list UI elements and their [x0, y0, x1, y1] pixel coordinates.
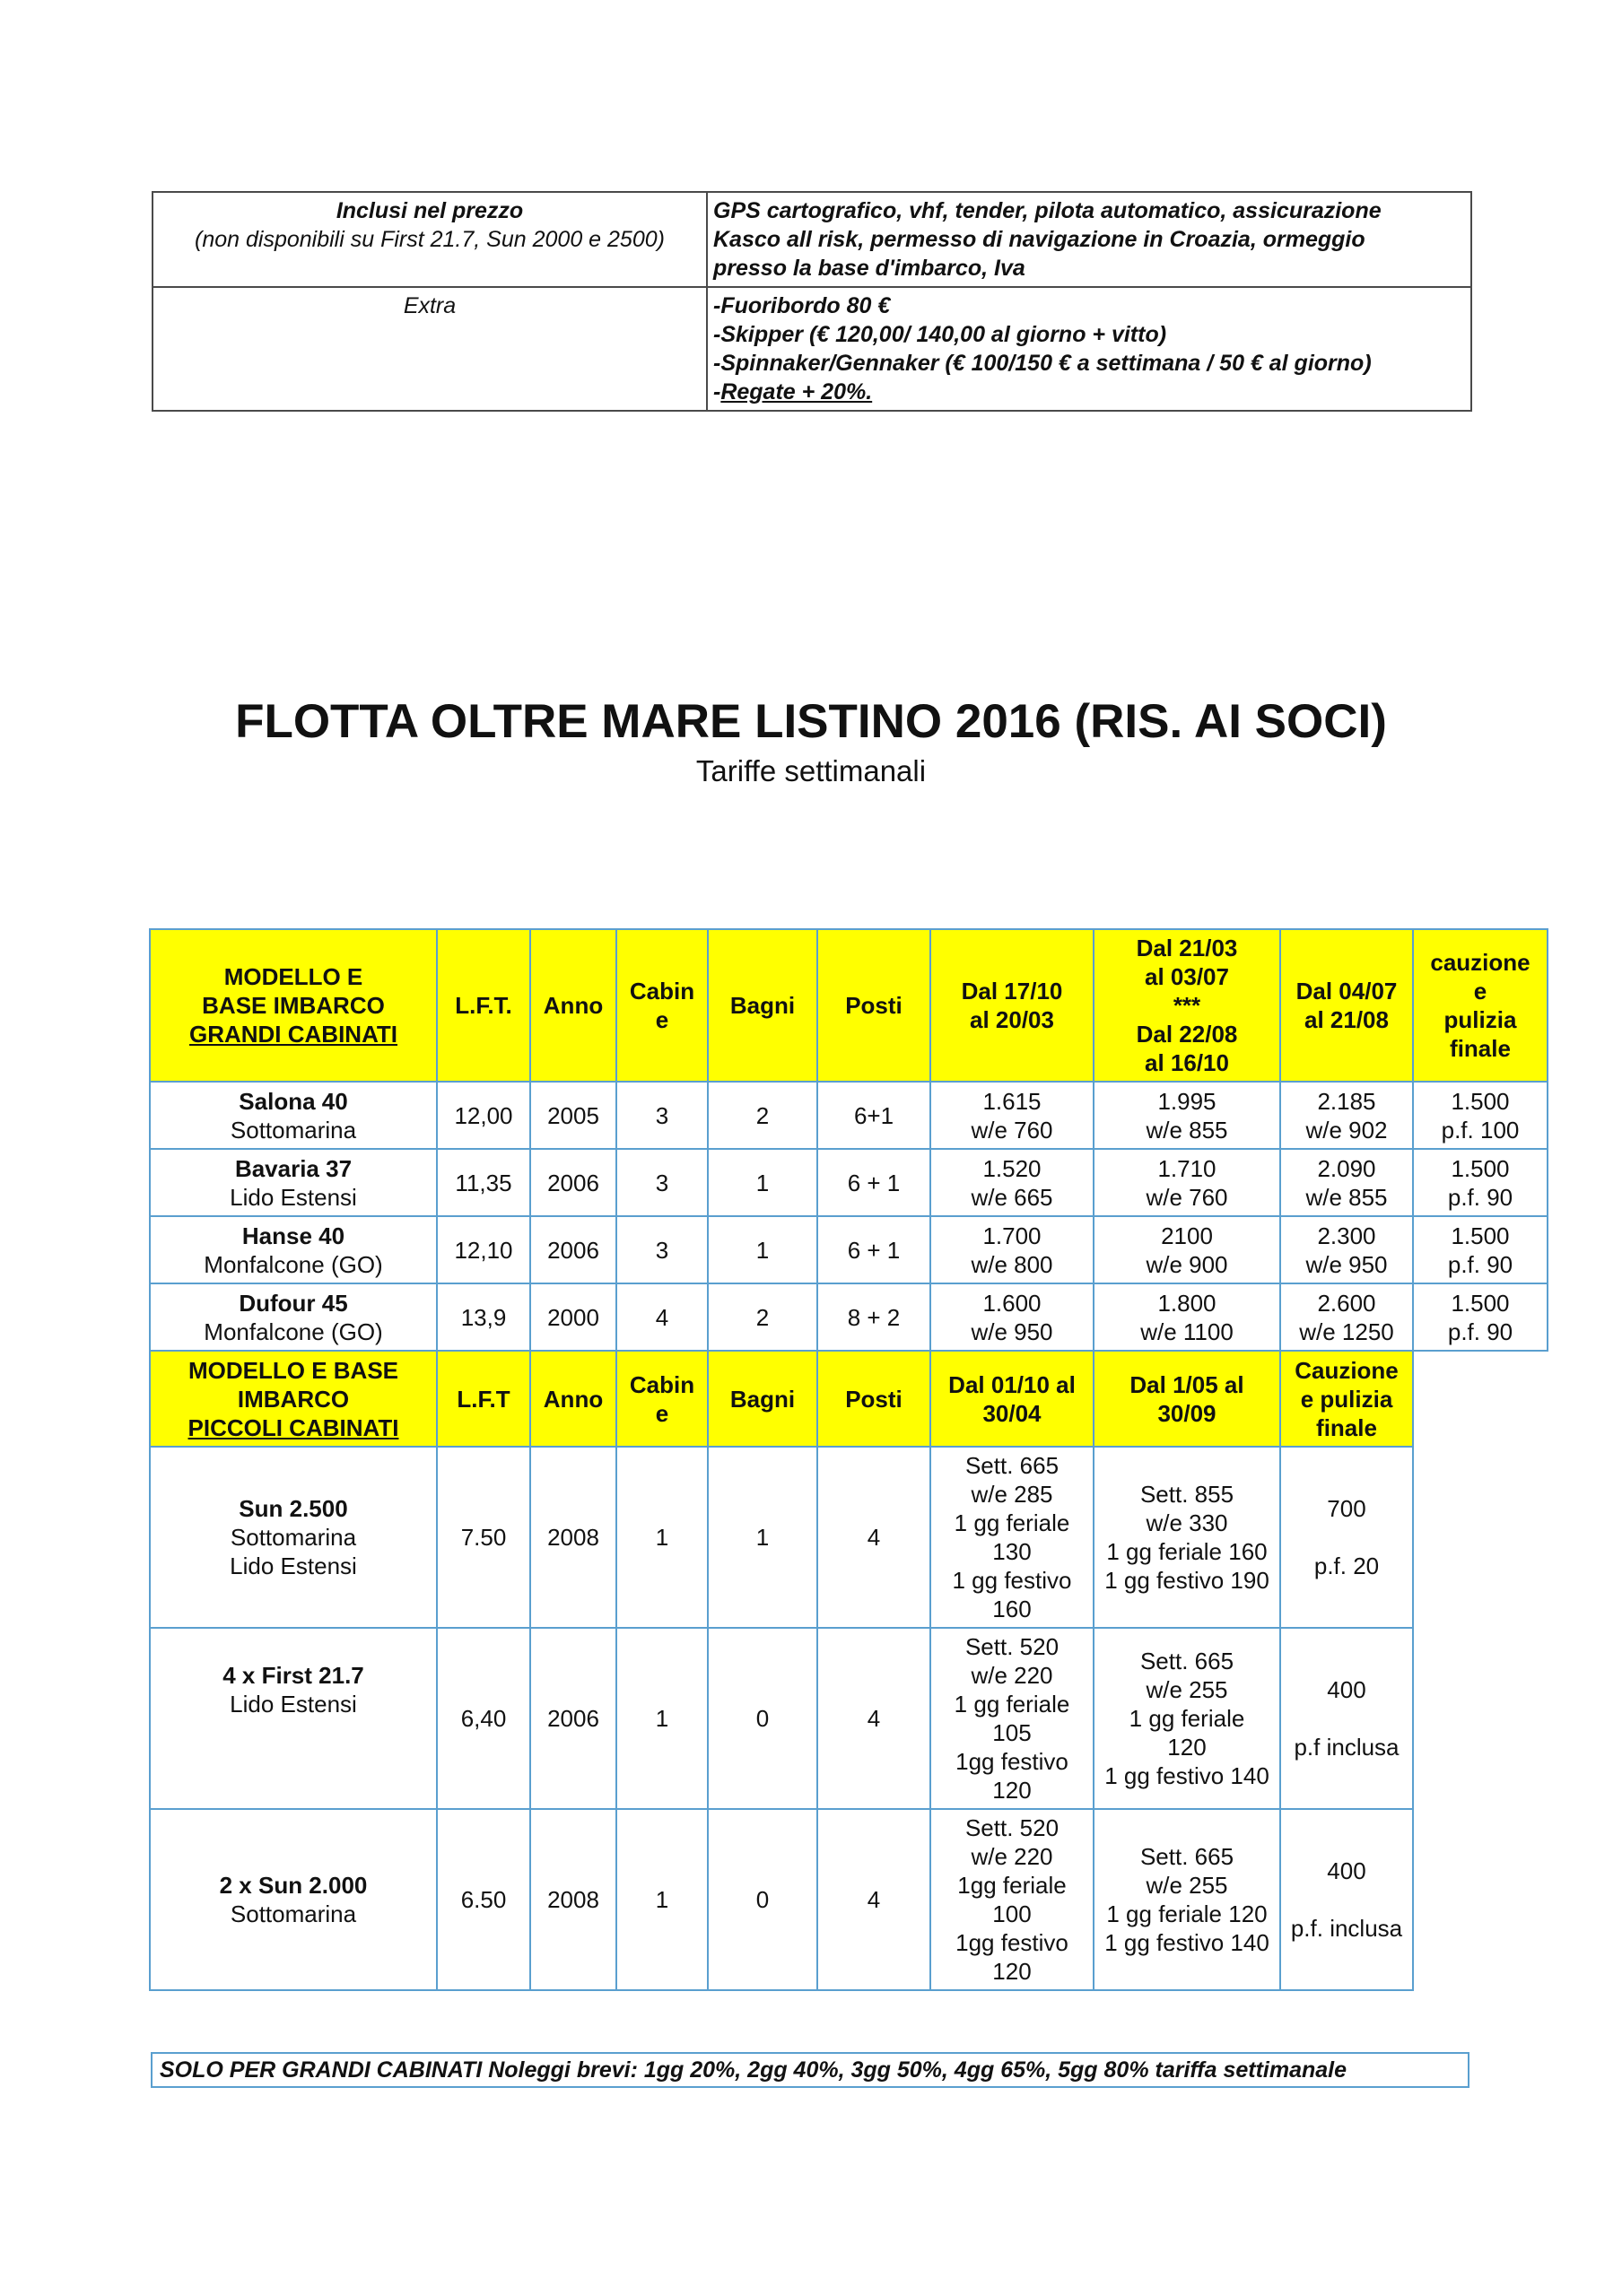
anno-cell: 2008 — [530, 1447, 616, 1628]
price-cell: 2100 w/e 900 — [1094, 1216, 1280, 1283]
extra-line: -Skipper (€ 120,00/ 140,00 al giorno + vitto) — [713, 322, 1167, 347]
bagni-cell: 2 — [708, 1283, 817, 1351]
header-period-1: Dal 17/10 al 20/03 — [930, 929, 1094, 1082]
anno-cell: 2008 — [530, 1809, 616, 1990]
included-line: GPS cartografico, vhf, tender, pilota automatico, assicurazione — [713, 198, 1382, 223]
extra-row — [153, 287, 1471, 411]
deposit-cell: 400 p.f inclusa — [1280, 1628, 1413, 1809]
deposit-cell: 1.500 p.f. 90 — [1413, 1283, 1548, 1351]
anno-cell: 2005 — [530, 1082, 616, 1149]
extra-line: -Spinnaker/Gennaker (€ 100/150 € a settimana / 50 € al giorno) — [713, 351, 1372, 376]
price-cell: Sett. 855 w/e 330 1 gg feriale 160 1 gg festivo 190 — [1094, 1447, 1280, 1628]
extra-line: -Fuoribordo 80 € — [713, 293, 891, 318]
extra-line-regatta: -Regate + 20%. — [713, 379, 873, 404]
fleet-price-table — [149, 928, 1548, 1991]
bagni-cell: 2 — [708, 1082, 817, 1149]
posti-cell: 6 + 1 — [817, 1149, 930, 1216]
header-anno-small: Anno — [530, 1351, 616, 1447]
header-posti: Posti — [817, 929, 930, 1082]
header-anno: Anno — [530, 929, 616, 1082]
cabine-cell: 3 — [616, 1149, 708, 1216]
price-cell: 2.090 w/e 855 — [1280, 1149, 1413, 1216]
price-cell: 1.995 w/e 855 — [1094, 1082, 1280, 1149]
cabine-cell: 1 — [616, 1447, 708, 1628]
boat-cell: Salona 40 Sottomarina — [150, 1082, 437, 1149]
deposit-cell: 700 p.f. 20 — [1280, 1447, 1413, 1628]
lft-cell: 7.50 — [437, 1447, 530, 1628]
header-model: MODELLO E BASE IMBARCO GRANDI CABINATI — [150, 929, 437, 1082]
price-cell: Sett. 520 w/e 220 1 gg feriale 105 1gg festivo 120 — [930, 1628, 1094, 1809]
extra-items-cell — [707, 287, 1471, 411]
bagni-cell: 1 — [708, 1447, 817, 1628]
table-row — [150, 1447, 1548, 1628]
table-row — [150, 1628, 1548, 1809]
cabine-cell: 3 — [616, 1082, 708, 1149]
bagni-cell: 0 — [708, 1628, 817, 1809]
lft-cell: 11,35 — [437, 1149, 530, 1216]
price-cell: 1.800 w/e 1100 — [1094, 1283, 1280, 1351]
price-cell: 1.710 w/e 760 — [1094, 1149, 1280, 1216]
price-cell: Sett. 665 w/e 285 1 gg feriale 130 1 gg festivo 160 — [930, 1447, 1094, 1628]
boat-cell: Bavaria 37 Lido Estensi — [150, 1149, 437, 1216]
short-rental-note: SOLO PER GRANDI CABINATI Noleggi brevi: 1gg 20%, 2gg 40%, 3gg 50%, 4gg 65%, 5gg 80% tariffa settimanale — [151, 2052, 1469, 2088]
deposit-cell: 1.500 p.f. 100 — [1413, 1082, 1548, 1149]
cabine-cell: 1 — [616, 1809, 708, 1990]
header-model-small: MODELLO E BASE IMBARCO PICCOLI CABINATI — [150, 1351, 437, 1447]
posti-cell: 4 — [817, 1628, 930, 1809]
cabine-cell: 1 — [616, 1628, 708, 1809]
table-row — [150, 1082, 1548, 1149]
price-cell: 1.520 w/e 665 — [930, 1149, 1094, 1216]
boat-cell: Sun 2.500 Sottomarina Lido Estensi — [150, 1447, 437, 1628]
boat-cell: Hanse 40 Monfalcone (GO) — [150, 1216, 437, 1283]
price-cell: 2.300 w/e 950 — [1280, 1216, 1413, 1283]
deposit-cell: 1.500 p.f. 90 — [1413, 1149, 1548, 1216]
page-title: FLOTTA OLTRE MARE LISTINO 2016 (RIS. AI SOCI) — [235, 695, 1387, 748]
table-row — [150, 1149, 1548, 1216]
boat-cell: Dufour 45 Monfalcone (GO) — [150, 1283, 437, 1351]
big-cabin-header-row — [150, 929, 1548, 1082]
header-lft-small: L.F.T — [437, 1351, 530, 1447]
header-bagni-small: Bagni — [708, 1351, 817, 1447]
lft-cell: 6.50 — [437, 1809, 530, 1990]
lft-cell: 12,00 — [437, 1082, 530, 1149]
header-period-3: Dal 04/07 al 21/08 — [1280, 929, 1413, 1082]
price-cell: 1.700 w/e 800 — [930, 1216, 1094, 1283]
regatta-surcharge: Regate + 20%. — [720, 379, 873, 404]
anno-cell: 2006 — [530, 1216, 616, 1283]
price-cell: Sett. 665 w/e 255 1 gg feriale 120 1 gg festivo 140 — [1094, 1809, 1280, 1990]
header-cabine: Cabin e — [616, 929, 708, 1082]
bagni-cell: 1 — [708, 1149, 817, 1216]
extra-label-cell — [153, 287, 707, 411]
header-period-2: Dal 21/03 al 03/07 *** Dal 22/08 al 16/10 — [1094, 929, 1280, 1082]
header-deposit-small: Cauzione e pulizia finale — [1280, 1351, 1413, 1447]
posti-cell: 6 + 1 — [817, 1216, 930, 1283]
included-label: Inclusi nel prezzo — [336, 198, 524, 223]
price-cell: 1.615 w/e 760 — [930, 1082, 1094, 1149]
included-row — [153, 192, 1471, 287]
posti-cell: 4 — [817, 1809, 930, 1990]
price-cell: Sett. 665 w/e 255 1 gg feriale 120 1 gg festivo 140 — [1094, 1628, 1280, 1809]
included-label-cell — [153, 192, 707, 287]
included-line: Kasco all risk, permesso di navigazione in Croazia, ormeggio — [713, 227, 1365, 252]
posti-cell: 6+1 — [817, 1082, 930, 1149]
cabine-cell: 3 — [616, 1216, 708, 1283]
bagni-cell: 0 — [708, 1809, 817, 1990]
posti-cell: 8 + 2 — [817, 1283, 930, 1351]
boat-cell: 4 x First 21.7 Lido Estensi — [150, 1628, 437, 1809]
header-lft: L.F.T. — [437, 929, 530, 1082]
included-line: presso la base d'imbarco, Iva — [713, 256, 1025, 281]
small-cabin-header-row — [150, 1351, 1548, 1447]
header-period-small-2: Dal 1/05 al 30/09 — [1094, 1351, 1280, 1447]
header-period-small-1: Dal 01/10 al 30/04 — [930, 1351, 1094, 1447]
cabine-cell: 4 — [616, 1283, 708, 1351]
header-deposit: cauzione e pulizia finale — [1413, 929, 1548, 1082]
lft-cell: 12,10 — [437, 1216, 530, 1283]
included-note: (non disponibili su First 21.7, Sun 2000 e 2500) — [195, 227, 665, 252]
price-cell: 2.600 w/e 1250 — [1280, 1283, 1413, 1351]
header-cabine-small: Cabin e — [616, 1351, 708, 1447]
table-row — [150, 1216, 1548, 1283]
deposit-cell: 1.500 p.f. 90 — [1413, 1216, 1548, 1283]
price-cell: 1.600 w/e 950 — [930, 1283, 1094, 1351]
table-row — [150, 1283, 1548, 1351]
boat-cell: 2 x Sun 2.000 Sottomarina — [150, 1809, 437, 1990]
extra-label: Extra — [403, 293, 457, 318]
page-subtitle: Tariffe settimanali — [695, 754, 927, 787]
anno-cell: 2006 — [530, 1628, 616, 1809]
table-row — [150, 1809, 1548, 1990]
price-cell: Sett. 520 w/e 220 1gg feriale 100 1gg festivo 120 — [930, 1809, 1094, 1990]
anno-cell: 2000 — [530, 1283, 616, 1351]
price-cell: 2.185 w/e 902 — [1280, 1082, 1413, 1149]
header-bagni: Bagni — [708, 929, 817, 1082]
deposit-cell: 400 p.f. inclusa — [1280, 1809, 1413, 1990]
lft-cell: 6,40 — [437, 1628, 530, 1809]
included-items-cell — [707, 192, 1471, 287]
bagni-cell: 1 — [708, 1216, 817, 1283]
header-posti-small: Posti — [817, 1351, 930, 1447]
lft-cell: 13,9 — [437, 1283, 530, 1351]
anno-cell: 2006 — [530, 1149, 616, 1216]
posti-cell: 4 — [817, 1447, 930, 1628]
included-extra-table — [152, 191, 1472, 412]
